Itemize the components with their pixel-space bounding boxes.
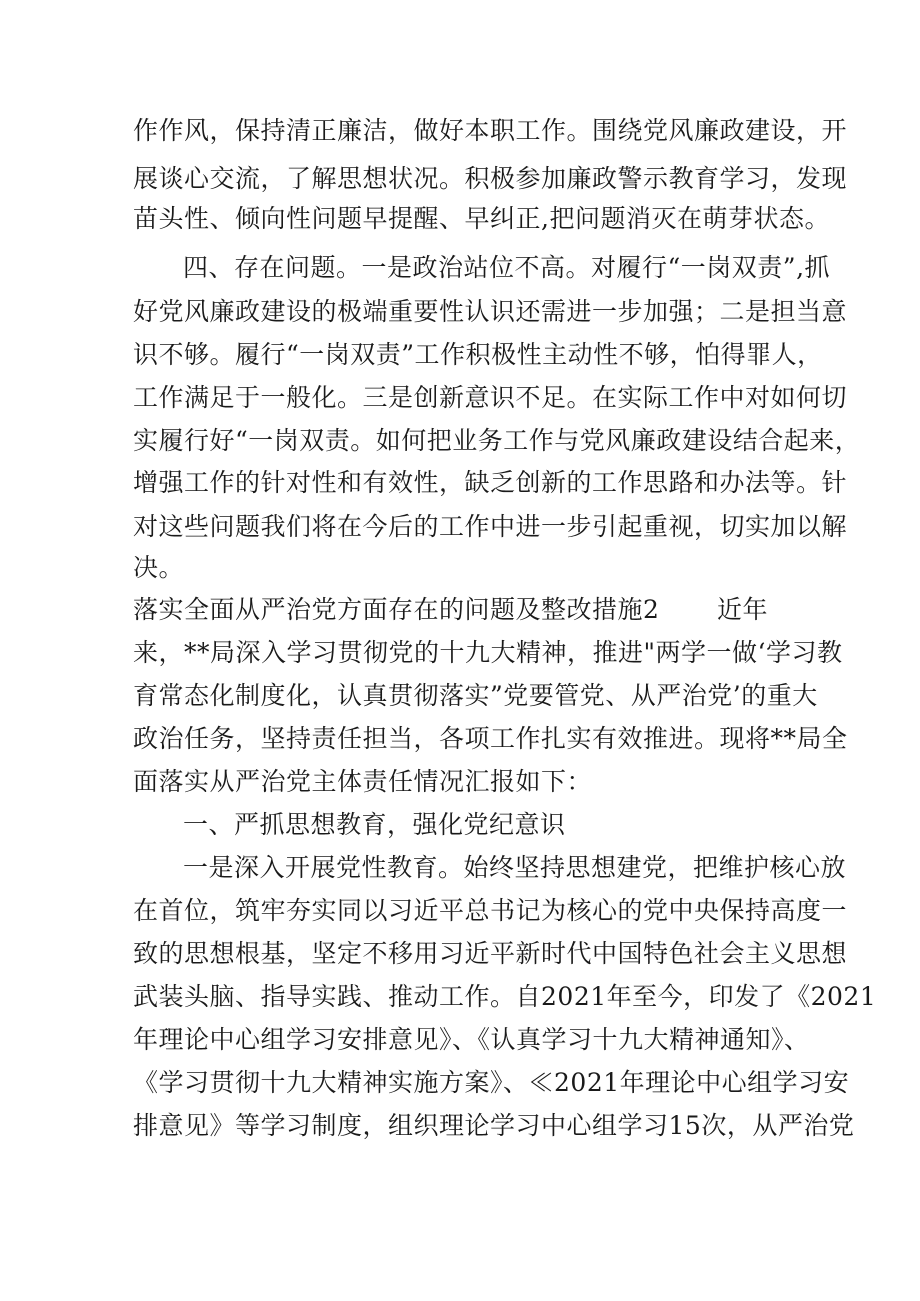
text-line: 来，**局深入学习贯彻党的十九大精神，推进"两学一做‘学习教 [133,638,843,667]
text-line: 实履行好“一岗双责。如何把业务工作与党风廉政建设结合起来， [133,426,861,455]
text-line: 一是深入开展党性教育。始终坚持思想建党，把维护核心放 [183,853,847,882]
text-line: 面落实从严治党主体责任情况汇报如下： [133,767,593,796]
text-line: 育常态化制度化，认真贯彻落实”党要管党、从严治党’的重大 [133,681,818,710]
text-line: 近年 [717,595,769,624]
section-title: 落实全面从严治党方面存在的问题及整改措施2 [133,595,660,624]
text-line: 增强工作的针对性和有效性，缺乏创新的工作思路和办法等。针 [133,468,848,497]
text-line: 在首位，筑牢夯实同以习近平总书记为核心的党中央保持高度一 [133,896,848,925]
text-line: 致的思想根基，坚定不移用习近平新时代中国特色社会主义思想 [133,939,848,968]
section-heading: 一、严抓思想教育，强化党纪意识 [183,810,566,839]
text-line: 对这些问题我们将在今后的工作中进一步引起重视，切实加以解 [133,512,848,541]
text-line: 武装头脑、指导实践、推动工作。自2021年至今，印发了《2021 [133,982,877,1011]
text-line: 排意见》等学习制度，组织理论学习中心组学习15次，从严治党 [133,1111,855,1140]
text-line: 年理论中心组学习安排意见》、《认真学习十九大精神通知》、 [133,1025,810,1054]
text-line: 好党风廉政建设的极端重要性认识还需进一步加强；二是担当意 [133,297,848,326]
text-line: 政治任务，坚持责任担当，各项工作扎实有效推进。现将**局全 [133,724,848,753]
text-line: 苗头性、倾向性问题早提醒、早纠正,把问题消灭在萌芽状态。 [133,204,830,233]
text-line: 四、存在问题。一是政治站位不高。对履行“一岗双责”,抓 [183,253,831,282]
text-line: 识不够。履行“一岗双责”工作积极性主动性不够，怕得罪人， [133,340,823,369]
text-line: 决。 [133,553,185,582]
text-line: 展谈心交流，了解思想状况。积极参加廉政警示教育学习，发现 [133,164,848,193]
text-line: 作作风，保持清正廉洁，做好本职工作。围绕党风廉政建设，开 [133,116,848,145]
text-line: 工作满足于一般化。三是创新意识不足。在实际工作中对如何切 [133,383,848,412]
text-line: 《学习贯彻十九大精神实施方案》、≪2021年理论中心组学习安 [133,1068,850,1097]
